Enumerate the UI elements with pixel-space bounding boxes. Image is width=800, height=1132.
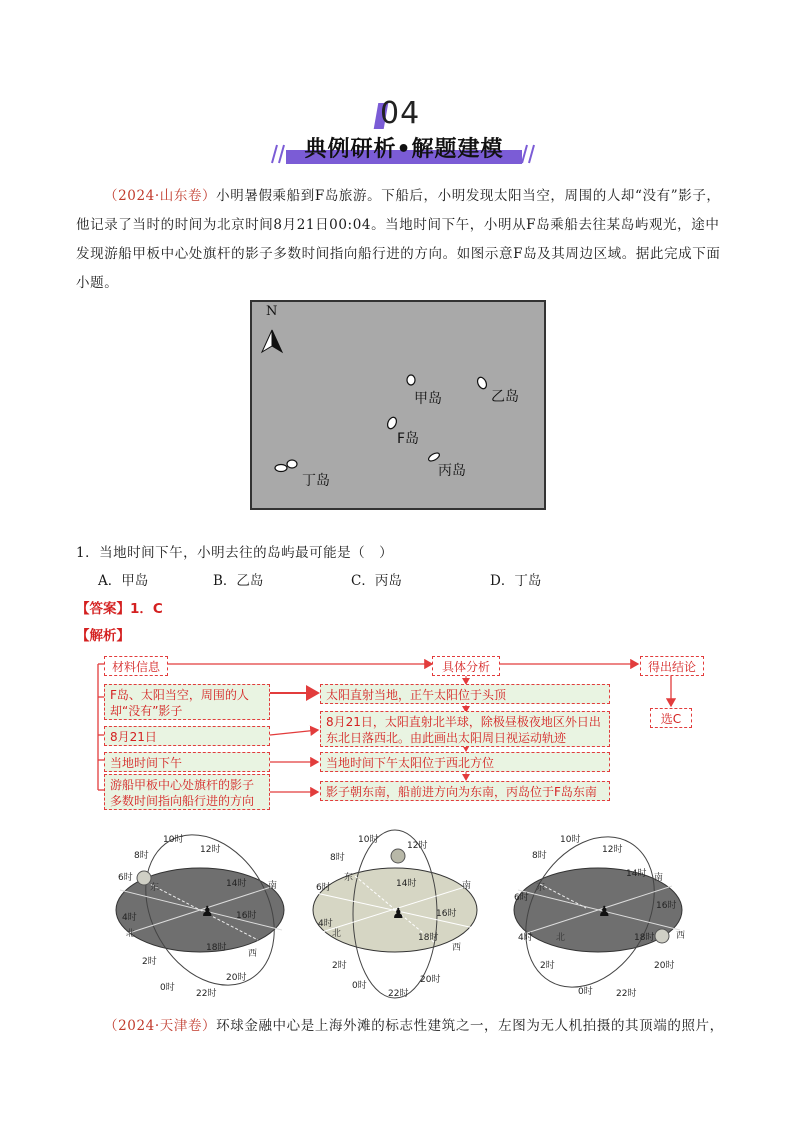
flow-info-header: 材料信息 <box>104 656 168 676</box>
section-title: 典例研析•解题建模 <box>304 137 504 162</box>
flow-info-row-1: F岛、太阳当空，周围的人却“没有”影子 <box>104 684 270 720</box>
d2-h20: 20时 <box>420 975 441 985</box>
d1-h6: 6时 <box>118 873 133 883</box>
option-b: B．乙岛 <box>213 573 264 589</box>
flow-analysis-row-2: 8月21日，太阳直射北半球，除极昼极夜地区外日出东北日落西北。由此画出太阳周日视运动轨迹 <box>320 711 610 747</box>
d2-h10: 10时 <box>358 835 379 845</box>
d2-h12: 12时 <box>407 841 428 851</box>
d3-h14: 14时 <box>626 869 647 879</box>
d1-h8: 8时 <box>134 851 149 861</box>
flow-info-row-4: 游船甲板中心处旗杆的影子多数时间指向船行进的方向 <box>104 774 270 810</box>
analysis-label: 【解析】 <box>76 628 130 644</box>
d1-person-icon: ♟ <box>201 904 214 920</box>
d2-person-icon: ♟ <box>392 906 405 922</box>
intro-line-4: 小题。 <box>76 275 119 291</box>
question-stem: 1．当地时间下午，小明去往的岛屿最可能是（ ） <box>76 545 394 561</box>
d2-north: 北 <box>332 929 342 939</box>
d3-east: 东 <box>536 883 546 893</box>
label-jia: 甲岛 <box>414 391 442 407</box>
next-source-tag: （2024·天津卷） <box>104 1018 217 1034</box>
flow-analysis-row-1: 太阳直射当地，正午太阳位于头顶 <box>320 684 610 704</box>
d3-h10: 10时 <box>560 835 581 845</box>
d1-h4: 4时 <box>122 913 137 923</box>
flow-analysis-header: 具体分析 <box>432 656 500 676</box>
d1-north: 北 <box>126 929 136 939</box>
d1-h20: 20时 <box>226 973 247 983</box>
label-f: F岛 <box>397 431 420 447</box>
flow-choice-box: 选C <box>650 708 692 728</box>
d3-h22: 22时 <box>616 989 637 999</box>
d2-h14: 14时 <box>396 879 417 889</box>
next-question-line <box>76 1012 726 1041</box>
intro-text-1: 小明暑假乘船到F岛旅游。下船后，小明发现太阳当空，周围的人却“没有”影子， <box>216 188 721 204</box>
d3-h20: 20时 <box>654 961 675 971</box>
d3-h8: 8时 <box>532 851 547 861</box>
source-tag: （2024·山东卷） <box>104 188 217 204</box>
flow-analysis-row-4: 影子朝东南，船前进方向为东南，丙岛位于F岛东南 <box>320 781 610 801</box>
flow-info-row-2: 8月21日 <box>104 726 270 746</box>
answer-label: 【答案】 <box>76 601 130 617</box>
option-d: D．丁岛 <box>490 573 542 589</box>
sun-diagram-3 <box>500 828 685 1010</box>
d1-h10: 10时 <box>163 835 184 845</box>
d3-h4: 4时 <box>518 933 533 943</box>
sun-path-diagrams <box>0 828 800 1010</box>
label-yi: 乙岛 <box>491 389 519 405</box>
d1-west: 西 <box>248 949 258 959</box>
d1-h16: 16时 <box>236 911 257 921</box>
d3-h18: 18时 <box>634 933 655 943</box>
d3-person-icon: ♟ <box>598 904 611 920</box>
option-a: A．甲岛 <box>98 573 149 589</box>
d2-h4: 4时 <box>318 919 333 929</box>
north-label: N <box>266 304 278 319</box>
d3-h16: 16时 <box>656 901 677 911</box>
intro-line-2: 他记录了当时的时间为北京时间8月21日00:04。当地时间下午，小明从F岛乘船去往某岛屿观光，途中 <box>76 217 720 233</box>
d1-east: 东 <box>150 883 160 893</box>
d3-h0: 0时 <box>578 987 593 997</box>
d2-h16: 16时 <box>436 909 457 919</box>
next-question-text: 环球金融中心是上海外滩的标志性建筑之一，左图为无人机拍摄的其顶端的照片， <box>216 1018 724 1034</box>
d2-h18: 18时 <box>418 933 439 943</box>
d1-h0: 0时 <box>160 983 175 993</box>
flow-info-row-3: 当地时间下午 <box>104 752 270 772</box>
d2-east: 东 <box>344 873 354 883</box>
d3-h6: 6时 <box>514 893 529 903</box>
label-ding: 丁岛 <box>302 473 330 489</box>
d2-h22: 22时 <box>388 989 409 999</box>
d1-h12: 12时 <box>200 845 221 855</box>
sun-diagram-1 <box>116 828 300 1008</box>
sun-diagram-2 <box>313 830 477 999</box>
flow-analysis-row-3: 当地时间下午太阳位于西北方位 <box>320 752 610 772</box>
d3-south: 南 <box>654 873 664 883</box>
d2-h8: 8时 <box>330 853 345 863</box>
intro-line-3: 发现游船甲板中心处旗杆的影子多数时间指向船行进的方向。如图示意F岛及其周边区域。据此完成下面 <box>76 246 721 262</box>
answer-value: 1．C <box>130 601 163 617</box>
d2-h0: 0时 <box>352 981 367 991</box>
label-bing: 丙岛 <box>438 463 466 479</box>
d1-h2: 2时 <box>142 957 157 967</box>
next-question <box>76 1012 726 1041</box>
d2-west: 西 <box>452 943 462 953</box>
d3-h2: 2时 <box>540 961 555 971</box>
d2-h6: 6时 <box>316 883 331 893</box>
d3-h12: 12时 <box>602 845 623 855</box>
d1-south: 南 <box>268 881 278 891</box>
flow-conclusion-header: 得出结论 <box>640 656 704 676</box>
option-c: C．丙岛 <box>351 573 402 589</box>
section-number: 04 <box>380 96 421 131</box>
d2-h2: 2时 <box>332 961 347 971</box>
d1-h22: 22时 <box>196 989 217 999</box>
d1-h18: 18时 <box>206 943 227 953</box>
d2-south: 南 <box>462 881 472 891</box>
d1-h14: 14时 <box>226 879 247 889</box>
d3-north: 北 <box>556 933 566 943</box>
d3-west: 西 <box>676 931 686 941</box>
